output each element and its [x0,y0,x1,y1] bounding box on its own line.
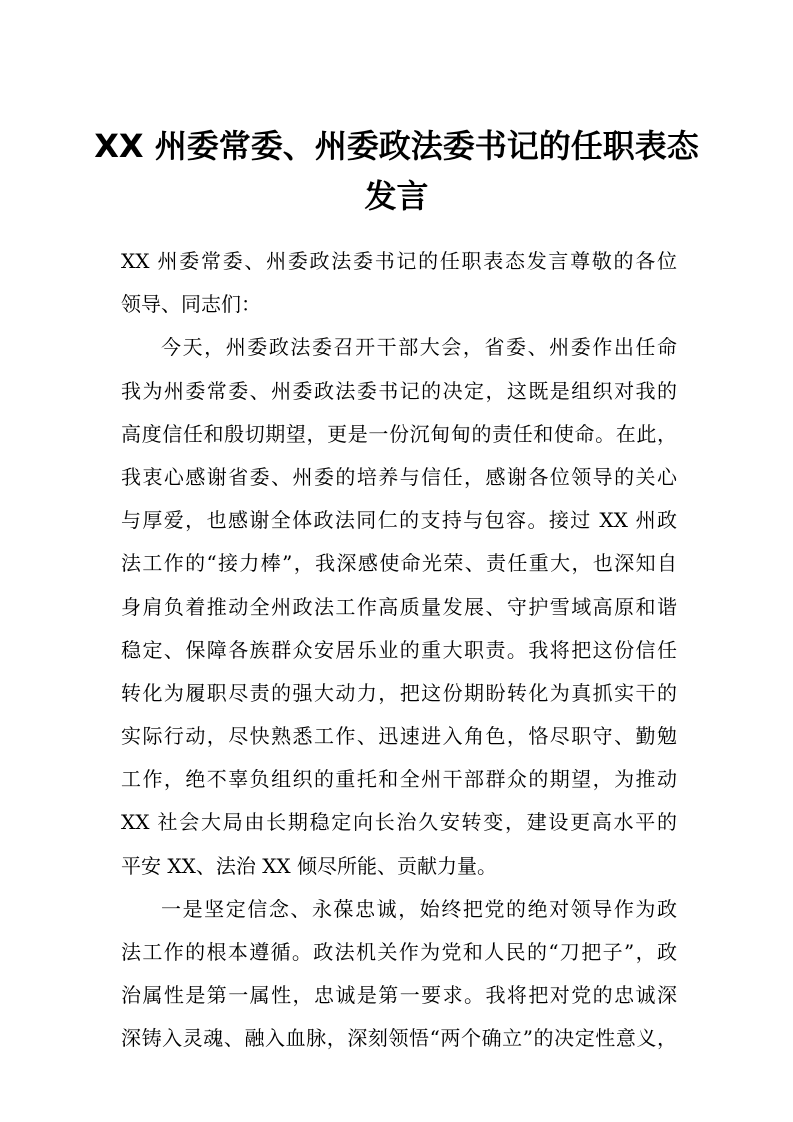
body-line: 法工作的“接力棒”，我深感使命光荣、责任重大，也深知自 [121,551,677,576]
body-line: 稳定、保障各族群众安居乐业的重大职责。我将把这份信任 [121,637,677,662]
body-line: 高度信任和殷切期望，更是一份沉甸甸的责任和使命。在此， [121,421,677,446]
body-line: 实际行动，尽快熟悉工作、迅速进入角色，恪尽职守、勤勉 [121,724,677,749]
body-line: 深铸入灵魂、融入血脉，深刻领悟“两个确立”的决定性意义， [121,1026,677,1051]
body-line: 我为州委常委、州委政法委书记的决定，这既是组织对我的 [121,378,677,403]
document-title-line-1: XX 州委常委、州委政法委书记的任职表态 [94,127,699,165]
body-line: 领导、同志们： [121,292,261,317]
body-line: 转化为履职尽责的强大动力，把这份期盼转化为真抓实干的 [121,680,677,705]
body-line: 与厚爱，也感谢全体政法同仁的支持与包容。接过 XX 州政 [121,508,677,533]
body-line: 平安 XX、法治 XX 倾尽所能、贡献力量。 [121,853,498,878]
body-line: 工作，绝不辜负组织的重托和全州干部群众的期望，为推动 [121,767,677,792]
document-body [121,240,677,1061]
body-line: 一是坚定信念、永葆忠诚，始终把党的绝对领导作为政 [161,896,677,921]
document-title-line-2: 发言 [364,177,429,215]
body-line: 今天，州委政法委召开干部大会，省委、州委作出任命 [161,335,677,360]
body-line: XX 社会大局由长期稳定向长治久安转变，建设更高水平的 [121,810,677,835]
body-line: 法工作的根本遵循。政法机关作为党和人民的“刀把子”，政 [121,940,677,964]
body-line: 治属性是第一属性，忠诚是第一要求。我将把对党的忠诚深 [121,983,677,1008]
body-line: 身肩负着推动全州政法工作高质量发展、守护雪域高原和谐 [121,594,677,619]
body-line: XX 州委常委、州委政法委书记的任职表态发言尊敬的各位 [121,249,677,273]
body-line: 我衷心感谢省委、州委的培养与信任，感谢各位领导的关心 [121,464,677,489]
